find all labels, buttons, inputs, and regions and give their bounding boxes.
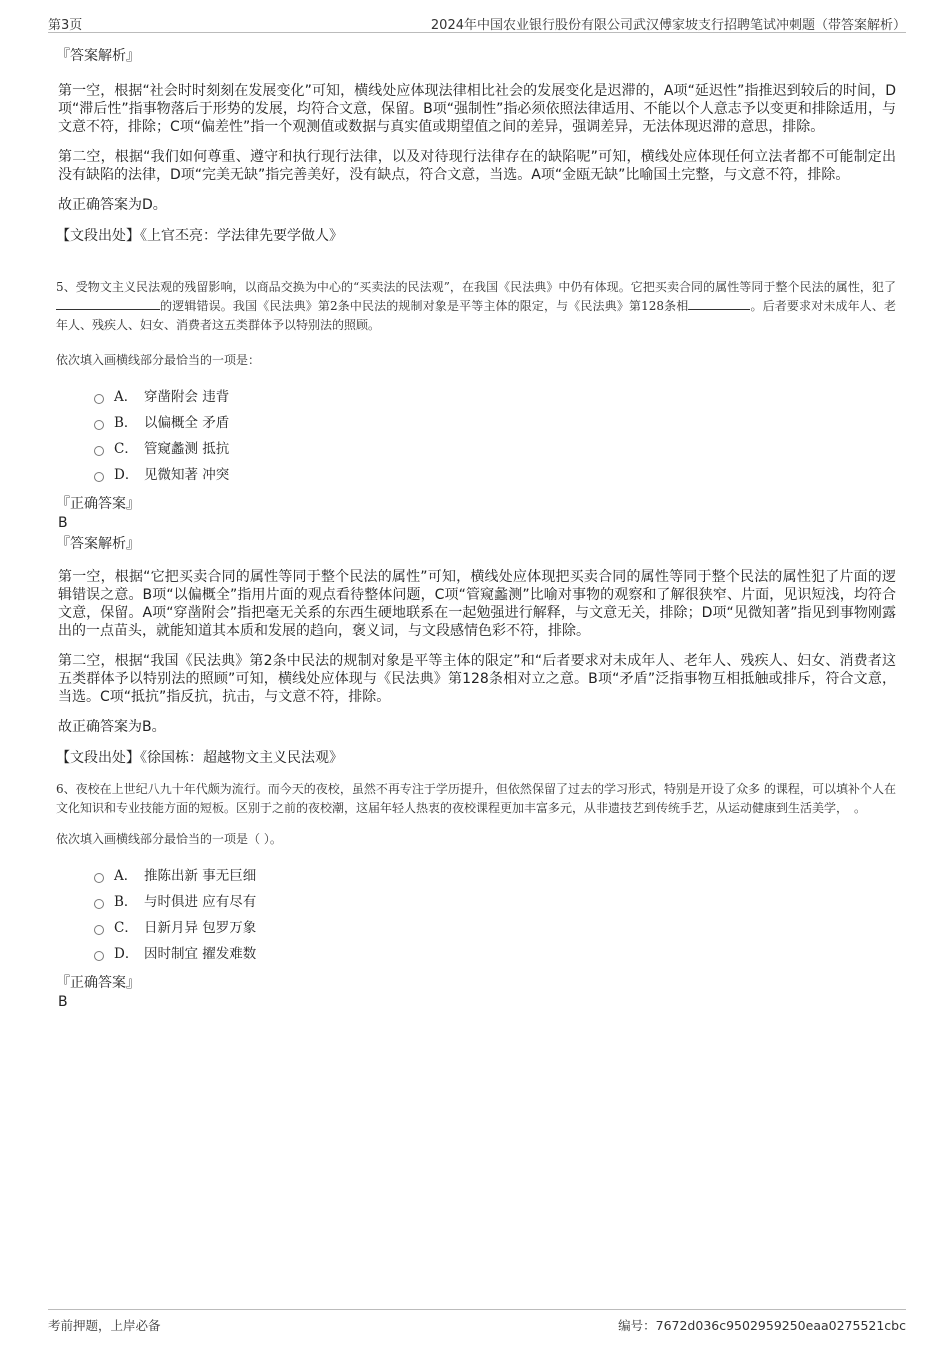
correct-answer: B [58,515,68,531]
correct-answer-label: 『正确答案』 [56,975,140,991]
radio-icon[interactable] [94,446,104,456]
question-5-stem: 5、受物文主义民法观的残留影响，以商品交换为中心的“买卖法的民法观”，在我国《民法典》中仍有体现。它把买卖合同的属性等同于整个民法的属性，犯了的逻辑错误。我国《民法典》第2条中民法的规制对象是平等主体的限定，与《民法典》第128条相 。后者要求对未成年人、老年人、残疾人、妇女、消费者这五类群体予以特别法的照顾。 [56,280,896,332]
radio-icon[interactable] [94,394,104,404]
question-5-prompt: 依次填入画横线部分最恰当的一项是： [56,353,261,367]
analysis-paragraph: 第二空，根据“我们如何尊重、遵守和执行现行法律，以及对待现行法律存在的缺陷呢”可知，横线处应体现任何立法者都不可能制定出没有缺陷的法律，D项“完美无缺”指完善美好，没有缺点，符合文意，当选。A项“金瓯无缺”比喻国土完整，与文意不符，排除。 [58,149,896,183]
correct-answer-label: 『正确答案』 [56,496,140,512]
analysis-paragraph: 第一空，根据“它把买卖合同的属性等同于整个民法的属性”可知，横线处应体现把买卖合同的属性等同于整个民法的属性犯了片面的逻辑错误之意。B项“以偏概全”指用片面的观点看待整体问题，C项“管窥蠡测”比喻对事物的观察和了解很狭窄、片面，见识短浅，均符合文意，保留。A项“穿凿附会”指把毫无关系的东西生硬地联系在一起勉强进行解释，与文意无关，排除；D项“见微知著”指见到事物刚露出的一点苗头，就能知道其本质和发展的趋向，褒义词，与文段感情色彩不符，排除。 [58,569,896,639]
option-d[interactable]: D． 因时制宜 擢发难数 [94,941,896,967]
source-citation: 【文段出处】《上官丕亮：学法律先要学做人》 [56,228,343,244]
correct-answer: B [58,994,68,1010]
radio-icon[interactable] [94,951,104,961]
conclusion: 故正确答案为B。 [58,719,166,735]
question-5-options [94,384,896,488]
page-header [48,12,906,33]
blank-line [56,297,160,310]
option-a[interactable]: A． 穿凿附会 违背 [94,384,896,410]
option-b[interactable]: B． 与时俱进 应有尽有 [94,889,896,915]
option-b[interactable]: B． 以偏概全 矛盾 [94,410,896,436]
document-id: 编号：7672d036c9502959250eaa0275521cbc [618,1318,906,1333]
radio-icon[interactable] [94,472,104,482]
question-6-prompt: 依次填入画横线部分最恰当的一项是（ ）。 [56,832,282,846]
document-title: 2024年中国农业银行股份有限公司武汉傅家坡支行招聘笔试冲刺题（带答案解析） [430,18,906,33]
option-a[interactable]: A． 推陈出新 事无巨细 [94,863,896,889]
blank-line [688,297,750,310]
option-d[interactable]: D． 见微知著 冲突 [94,462,896,488]
question-6-options [94,863,896,967]
radio-icon[interactable] [94,925,104,935]
document-body [56,46,896,1011]
conclusion: 故正确答案为D。 [58,197,167,213]
page-footer [48,1309,906,1336]
radio-icon[interactable] [94,873,104,883]
page-number: 第3页 [48,18,83,33]
radio-icon[interactable] [94,899,104,909]
footer-slogan: 考前押题，上岸必备 [48,1318,161,1333]
question-6-stem: 6、夜校在上世纪八九十年代颇为流行。而今天的夜校，虽然不再专注于学历提升，但依然保留了过去的学习形式，特别是开设了众多 的课程，可以填补个人在文化知识和专业技能方面的短板。区别于之前的夜校潮，这届年轻人热衷的夜校课程更加丰富多元，从非遗技艺到传统手艺，从运动健康到生活美学， 。 [56,782,896,815]
option-c[interactable]: C． 管窥蠡测 抵抗 [94,436,896,462]
source-citation: 【文段出处】《徐国栋：超越物文主义民法观》 [56,750,343,766]
analysis-label: 『答案解析』 [56,48,140,64]
analysis-paragraph: 第二空，根据“我国《民法典》第2条中民法的规制对象是平等主体的限定”和“后者要求对未成年人、老年人、残疾人、妇女、消费者这五类群体予以特别法的照顾”可知，横线处应体现与《民法典》第128条相对立之意。B项“矛盾”泛指事物互相抵触或排斥，符合文意，当选。C项“抵抗”指反抗，抗击，与文意不符，排除。 [58,653,896,705]
analysis-label: 『答案解析』 [56,536,140,552]
analysis-paragraph: 第一空，根据“社会时时刻刻在发展变化”可知，横线处应体现法律相比社会的发展变化是迟滞的，A项“延迟性”指推迟到较后的时间，D项“滞后性”指事物落后于形势的发展，均符合文意，保留。B项“强制性”指必须依照法律适用、不能以个人意志予以变更和排除适用，与文意不符，排除；C项“偏差性”指一个观测值或数据与真实值或期望值之间的差异，强调差异，无法体现迟滞的意思，排除。 [58,83,896,135]
radio-icon[interactable] [94,420,104,430]
option-c[interactable]: C． 日新月异 包罗万象 [94,915,896,941]
